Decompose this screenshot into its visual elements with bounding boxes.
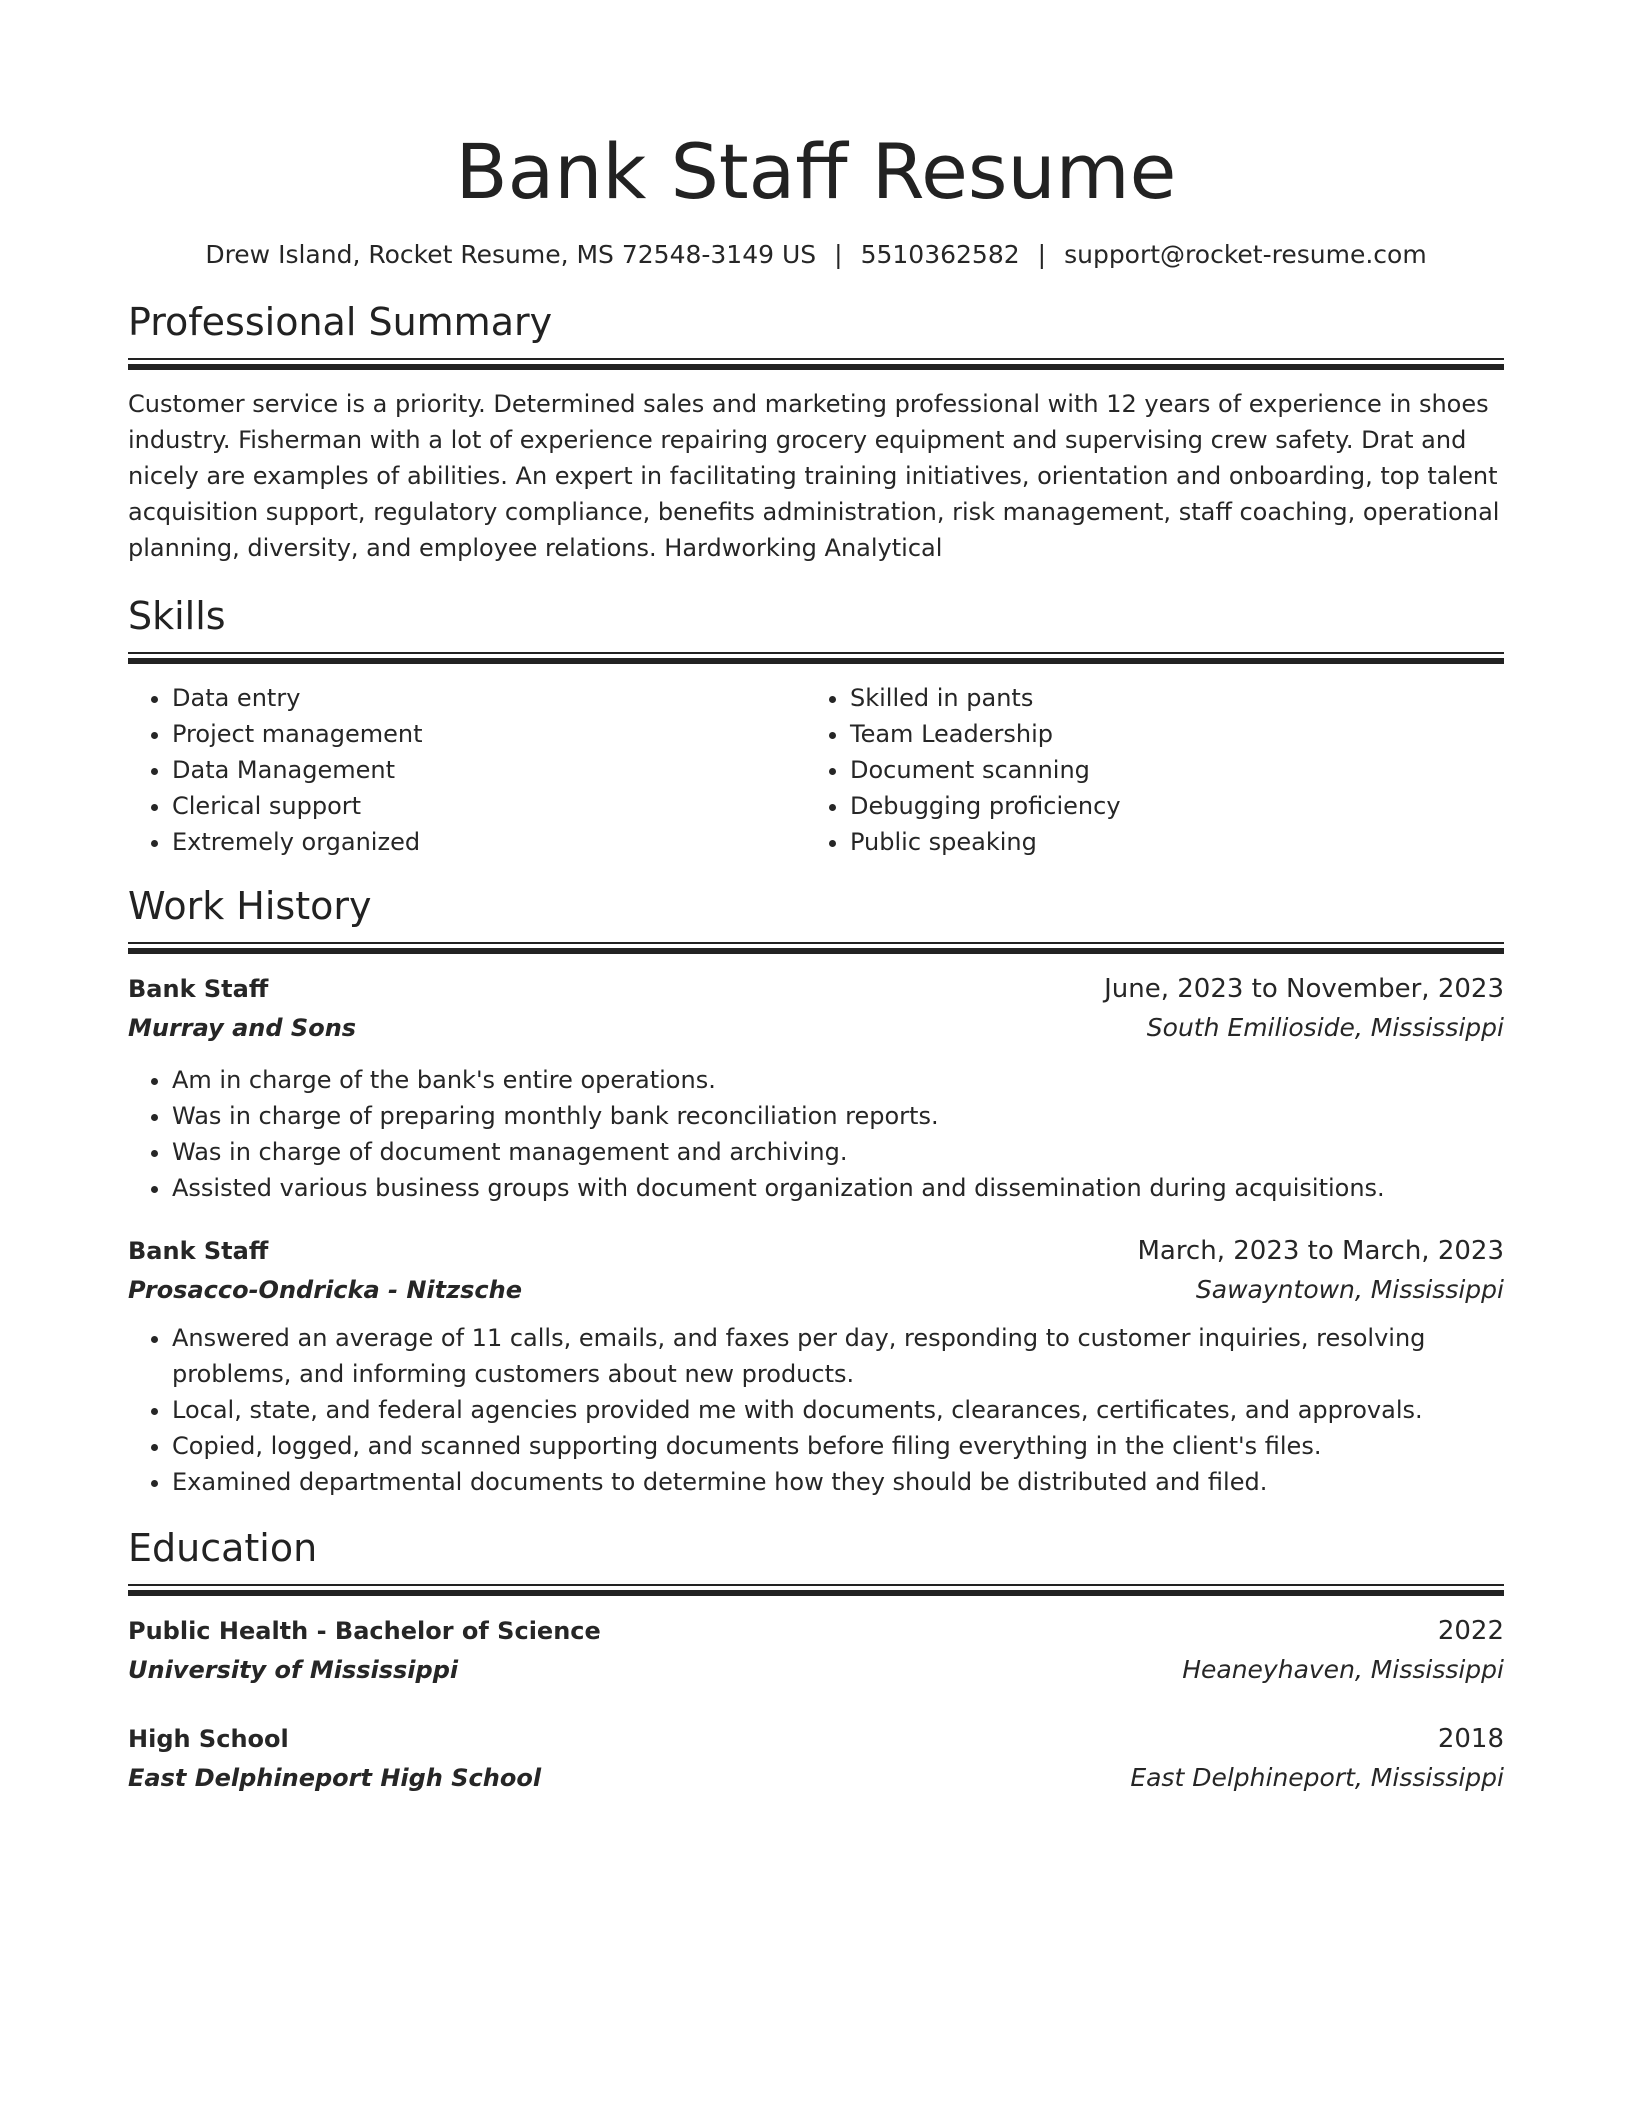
education-location: Heaneyhaven, Mississippi [1182,1655,1504,1684]
summary-text: Customer service is a priority. Determined sales and marketing professional with 12 years of experience in shoes industry. Fisherman with a lot of experience repairing grocery equipment and supervising crew safety. Drat and nicely are examples of abilities. An expert in facilitating training initiatives, orientation and onboarding, top talent acquisition support, regulatory compliance, benefits administration, risk management, staff coaching, operational planning, diversity, and employee relations. Hardworking Analytical [128,390,1500,562]
job-bullet: • Examined departmental documents to determine how they should be distributed and filed. [172,1464,1504,1500]
section-divider [128,358,1504,370]
education-degree: Public Health - Bachelor of Science [128,1617,601,1645]
education-section [128,1524,1504,1798]
skills-section [128,592,1504,860]
section-divider [128,942,1504,954]
job-bullet: • Was in charge of preparing monthly bank reconciliation reports. [172,1098,1504,1134]
education-header [128,1612,1504,1650]
education-entry [128,1612,1504,1690]
job-entry [128,970,1504,1206]
resume-page [128,0,1504,1798]
skill-item: • Team Leadership [850,716,1484,752]
job-subheader [128,1270,1504,1310]
work-section [128,882,1504,1500]
job-title: Bank Staff [128,1237,269,1265]
education-subheader [128,1650,1504,1690]
job-subheader [128,1008,1504,1048]
section-divider [128,1584,1504,1596]
job-entry [128,1232,1504,1500]
contact-address: Drew Island, Rocket Resume, MS 72548-3149 US [205,240,817,269]
education-location: East Delphineport, Mississippi [1130,1763,1504,1792]
section-heading-work: Work History [128,884,372,928]
skills-columns [128,680,1504,860]
skill-item: • Document scanning [850,752,1484,788]
education-school: University of Mississippi [128,1656,459,1684]
education-degree: High School [128,1725,289,1753]
job-company: Prosacco-Ondricka - Nitzsche [128,1276,522,1304]
resume-title: Bank Staff Resume [455,127,1177,216]
job-bullet: • Answered an average of 11 calls, emails, and faxes per day, responding to customer inquiries, resolving problems, and informing customers about new products. [172,1320,1504,1392]
job-dates: June, 2023 to November, 2023 [1104,974,1504,1004]
job-header [128,970,1504,1008]
contact-separator: | [1037,240,1047,269]
section-divider [128,652,1504,664]
contact-separator: | [834,240,843,269]
summary-section [128,298,1504,566]
job-location: Sawayntown, Mississippi [1195,1275,1504,1304]
job-title: Bank Staff [128,975,269,1003]
education-year: 2022 [1437,1616,1504,1646]
job-bullet: • Assisted various business groups with document organization and dissemination during acquisitions. [172,1170,1504,1206]
skill-item: • Clerical support [172,788,806,824]
skill-item: • Extremely organized [172,824,806,860]
section-heading-education: Education [128,1526,318,1570]
skill-item: • Data Management [172,752,806,788]
job-dates: March, 2023 to March, 2023 [1137,1236,1504,1266]
contact-email: support@rocket-resume.com [1064,240,1427,269]
skill-item: • Debugging proficiency [850,788,1484,824]
education-header [128,1720,1504,1758]
contact-line [128,238,1504,272]
section-heading-skills: Skills [128,594,226,638]
education-year: 2018 [1437,1724,1504,1754]
education-entry [128,1720,1504,1798]
skill-item: • Project management [172,716,806,752]
skills-list-right [806,680,1484,860]
skill-item: • Data entry [172,680,806,716]
job-bullet: • Copied, logged, and scanned supporting documents before filing everything in the client's files. [172,1428,1504,1464]
job-bullet: • Local, state, and federal agencies provided me with documents, clearances, certificates, and approvals. [172,1392,1504,1428]
skill-item: • Public speaking [850,824,1484,860]
skills-list-left [128,680,806,860]
job-header [128,1232,1504,1270]
section-heading-summary: Professional Summary [128,300,553,344]
contact-phone: 5510362582 [860,240,1020,269]
job-bullets [128,1062,1504,1206]
job-location: South Emilioside, Mississippi [1146,1013,1504,1042]
job-bullets [128,1320,1504,1500]
education-subheader [128,1758,1504,1798]
skill-item: • Skilled in pants [850,680,1484,716]
job-bullet: • Am in charge of the bank's entire operations. [172,1062,1504,1098]
job-company: Murray and Sons [128,1014,357,1042]
job-bullet: • Was in charge of document management and archiving. [172,1134,1504,1170]
education-school: East Delphineport High School [128,1764,542,1792]
